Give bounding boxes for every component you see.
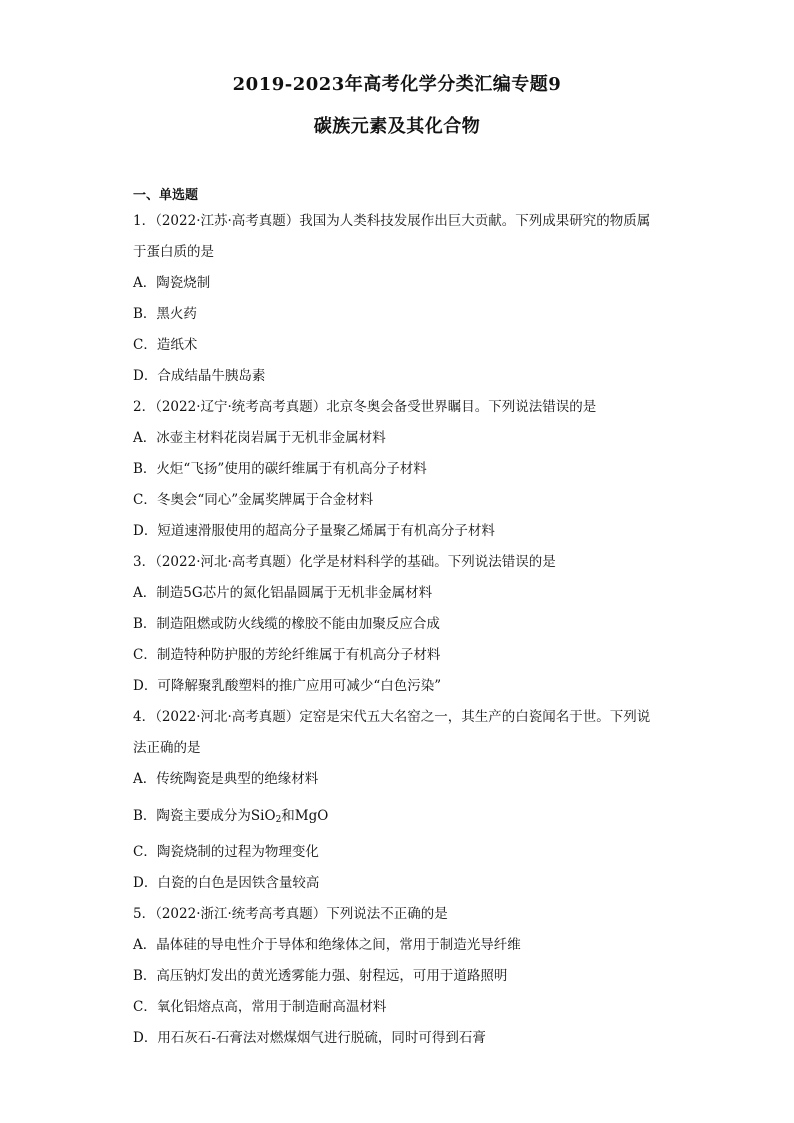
question-stem: 1．（2022·江苏·高考真题）我国为人类科技发展作出巨大贡献。下列成果研究的物质属 [133, 213, 651, 229]
question-stem-continued: 于蛋白质的是 [133, 244, 214, 260]
formula-sio2: SiO$_2$ [250, 808, 282, 825]
question-4 [133, 702, 673, 899]
option-a: A．冰壶主材料花岗岩属于无机非金属材料 [133, 430, 386, 446]
option-a: A．晶体硅的导电性介于导体和绝缘体之间，常用于制造光导纤维 [133, 937, 521, 953]
option-d: D．短道速滑服使用的超高分子量聚乙烯属于有机高分子材料 [133, 523, 495, 539]
document-subtitle: 碳族元素及其化合物 [313, 116, 481, 137]
option-b: B．黑火药 [133, 306, 197, 322]
option-b: B．制造阻燃或防火线缆的橡胶不能由加聚反应合成 [133, 616, 440, 632]
formula-mgo: MgO [294, 808, 329, 824]
option-d: D．用石灰石-石膏法对燃煤烟气进行脱硫，同时可得到石膏 [133, 1030, 486, 1046]
option-c: C．制造特种防护服的芳纶纤维属于有机高分子材料 [133, 647, 441, 663]
option-b: B．高压钠灯发出的黄光透雾能力强、射程远，可用于道路照明 [133, 968, 508, 984]
option-a: A．制造5G芯片的氮化铝晶圆属于无机非金属材料 [133, 585, 433, 601]
question-3 [133, 547, 673, 702]
question-stem: 2．（2022·辽宁·统考高考真题）北京冬奥会备受世界瞩目。下列说法错误的是 [133, 399, 597, 415]
question-2 [133, 392, 673, 547]
question-stem: 3．（2022·河北·高考真题）化学是材料科学的基础。下列说法错误的是 [133, 554, 556, 570]
option-a: A．传统陶瓷是典型的绝缘材料 [133, 771, 319, 787]
question-stem-continued: 法正确的是 [133, 740, 201, 756]
question-stem: 5．（2022·浙江·统考高考真题）下列说法不正确的是 [133, 906, 448, 922]
option-b: B．陶瓷主要成分为SiO$_2$和MgO [133, 808, 329, 825]
question-5 [133, 899, 673, 1054]
option-b-text: B．陶瓷主要成分为 [133, 808, 251, 824]
option-c: C．造纸术 [133, 337, 198, 353]
document-body [133, 186, 673, 1054]
option-d: D．合成结晶牛胰岛素 [133, 368, 266, 384]
option-c: C．冬奥会“同心”金属奖牌属于合金材料 [133, 492, 374, 508]
question-stem: 4．（2022·河北·高考真题）定窑是宋代五大名窑之一，其生产的白瓷闻名于世。下列说 [133, 709, 651, 725]
option-a: A．陶瓷烧制 [133, 275, 211, 291]
option-b: B．火炬“飞扬”使用的碳纤维属于有机高分子材料 [133, 461, 427, 477]
option-d: D．白瓷的白色是因铁含量较高 [133, 875, 320, 891]
section-heading: 一、单选题 [133, 188, 199, 203]
option-d: D．可降解聚乳酸塑料的推广应用可减少“白色污染” [133, 678, 442, 694]
option-c: C．氧化铝熔点高，常用于制造耐高温材料 [133, 999, 387, 1015]
question-1 [133, 206, 673, 392]
document-title: 2019-2023年高考化学分类汇编专题9 [232, 74, 562, 95]
option-c: C．陶瓷烧制的过程为物理变化 [133, 844, 319, 860]
